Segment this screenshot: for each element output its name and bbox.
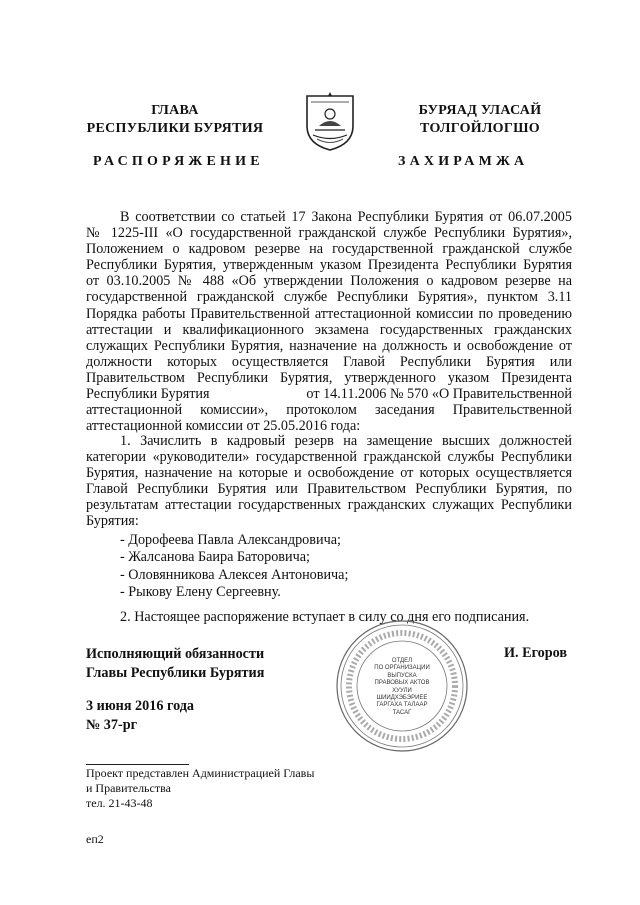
preamble-line: должности которых осуществляется Главой Республики Бурятия или [86, 353, 572, 370]
header-right-title: БУРЯАД УЛАСАЙ [418, 103, 542, 118]
item-1-line: Главой Республики Бурятия или Правительством Республики Бурятия, по [86, 481, 572, 498]
list-item: - Оловянникова Алексея Антоновича; [120, 566, 349, 583]
preamble-line: Положением о кадровом резерве на государственной гражданской службе [86, 241, 572, 258]
document-date: 3 июня 2016 года [86, 698, 195, 714]
footer-phone: тел. 21-43-48 [86, 796, 153, 810]
footer-note [86, 766, 314, 811]
header-left [80, 102, 270, 138]
document-number: № 37-рг [86, 717, 138, 733]
signature-position [86, 645, 264, 683]
preamble-line: Республики Бурятия, утвержденным указом Президента Республики Бурятия [86, 257, 572, 274]
preamble-line: от 14.11.2006 № 570 «О Правительственной [306, 386, 572, 403]
header-right-subtitle: ТОЛГОЙЛОГШО [420, 121, 540, 136]
footer-divider [86, 764, 189, 765]
stamp-line: ШИИДХЭБЭРИЕЕ [376, 695, 428, 702]
stamp-line: ХУУЛИ [392, 687, 412, 694]
doc-type-left: РАСПОРЯЖЕНИЕ [93, 154, 264, 169]
signatory-name: И. Егоров [504, 645, 568, 661]
header-right [385, 102, 575, 138]
preamble-split-line [86, 386, 572, 402]
header-left-subtitle: РЕСПУБЛИКИ БУРЯТИЯ [86, 121, 264, 136]
item-1-line: Бурятия, назначение на которые и освобождение от которых осуществляется [86, 465, 572, 482]
stamp-line: ПО ОРГАНИЗАЦИИ [374, 665, 430, 672]
stamp-line: ГАРГАХА ТАЛААР [376, 702, 428, 709]
preamble-line: Правительством Республики Бурятия, утвержденного указом Президента [86, 369, 572, 386]
item-1-line: категории «руководители» государственной гражданской службы Республики [86, 449, 572, 466]
item-1-line: результатам аттестации государственных гражданских служащих Республики [86, 497, 572, 514]
doc-type-right: ЗАХИРАМЖА [398, 154, 529, 169]
preamble-line: аттестационной комиссии», протоколом заседания Правительственной [86, 402, 572, 419]
signature-position-line: Главы Республики Бурятия [86, 665, 265, 681]
preamble-line: аттестационной комиссии от 25.05.2016 года: [86, 418, 361, 435]
preamble-line: № 1225-III «О государственной гражданской службе Республики Бурятия», [86, 225, 572, 242]
preamble-text [86, 209, 572, 434]
persons-list [86, 532, 572, 602]
stamp-line: ПРАВОВЫХ АКТОВ [374, 680, 430, 687]
list-item: - Жалсанова Баира Баторовича; [120, 549, 310, 566]
item-1-line: 1. Зачислить в кадровый резерв на замещение высших должностей [120, 433, 572, 449]
signature-position-line: Исполняющий обязанности [86, 646, 265, 662]
preamble-line: служащих Республики Бурятия, назначение на должность и освобождение от [86, 337, 572, 354]
preamble-line: государственной гражданской службе Республики Бурятия», пунктом 3.11 [86, 289, 572, 306]
stamp-line: ОТДЕЛ [391, 658, 413, 664]
stamp-line: ТАСАГ [392, 709, 412, 716]
footer-line: Проект представлен Администрацией Главы [86, 766, 315, 780]
item-1-line: Бурятия: [86, 513, 139, 530]
list-item: - Дорофеева Павла Александровича; [120, 531, 341, 548]
preamble-line: аттестации и квалификационного экзамена государственных гражданских [86, 321, 572, 338]
preamble-line: от 03.10.2005 № 488 «Об утверждении Положения о кадровом резерве на [86, 273, 572, 290]
header-left-title: ГЛАВА [151, 103, 199, 118]
stamp-text [369, 658, 435, 717]
coat-of-arms-emblem [299, 90, 361, 154]
item-1 [86, 433, 572, 602]
preamble-line: В соответствии со статьей 17 Закона Республики Бурятия от 06.07.2005 [120, 209, 572, 225]
preamble-line: Республики Бурятия [86, 386, 210, 403]
footer-line: и Правительства [86, 781, 171, 795]
stamp-line: ВЫПУСКА [387, 672, 417, 679]
preamble-line: Порядка работы Правительственной аттестационной комиссии по проведению [86, 305, 572, 322]
item-2: 2. Настоящее распоряжение вступает в силу со дня его подписания. [120, 609, 530, 625]
footer-code: еп2 [86, 832, 104, 846]
list-item: - Рыкову Елену Сергеевну. [120, 584, 281, 601]
